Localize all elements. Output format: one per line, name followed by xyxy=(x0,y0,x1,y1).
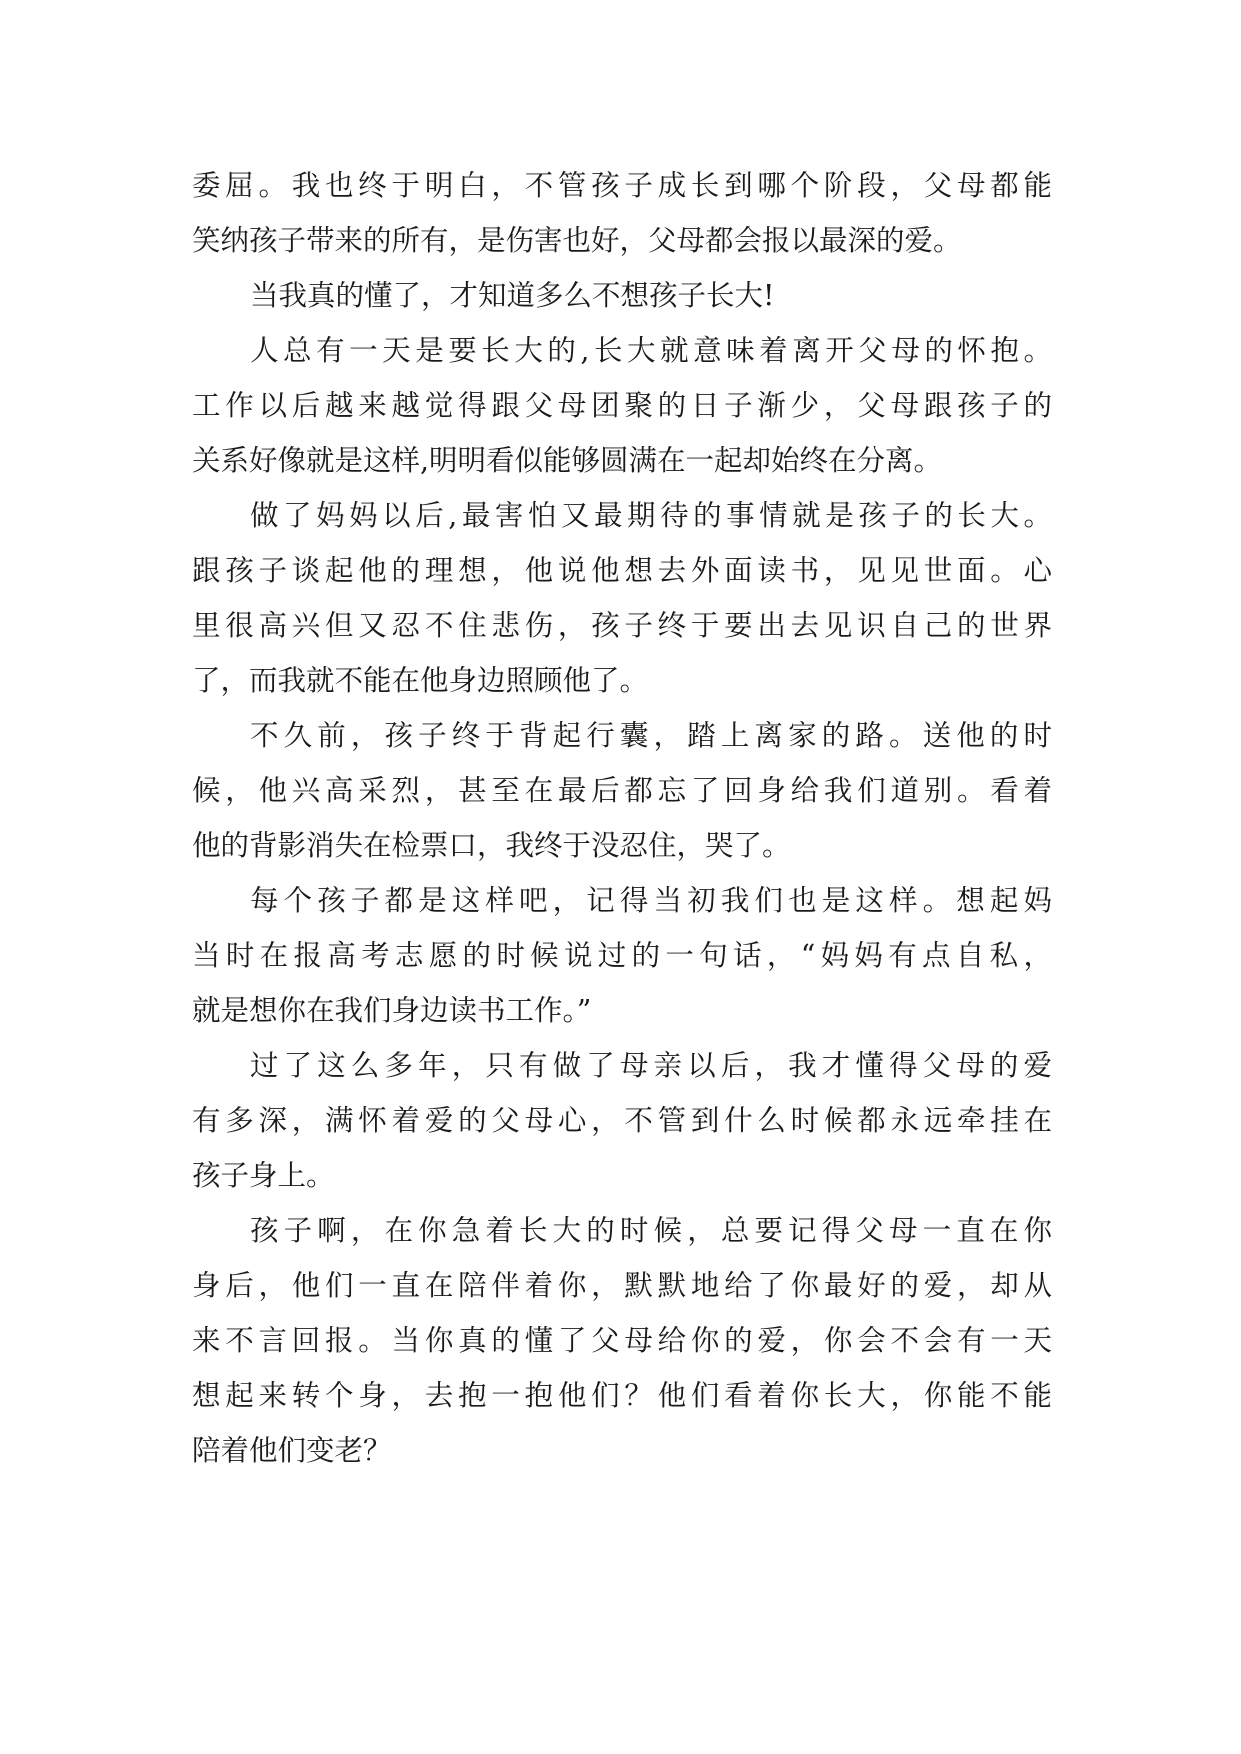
text-line: 想起来转个身，去抱一抱他们？他们看着你长大，你能不能 xyxy=(192,1379,1052,1412)
text-line: 来不言回报。当你真的懂了父母给你的爱，你会不会有一天 xyxy=(192,1324,1052,1357)
text-line: 委屈。我也终于明白，不管孩子成长到哪个阶段，父母都能 xyxy=(192,169,1052,202)
paragraph xyxy=(192,708,1052,873)
text-line: 过了这么多年，只有做了母亲以后，我才懂得父母的爱 xyxy=(250,1049,1052,1082)
paragraph xyxy=(192,873,1052,1038)
text-line: 陪着他们变老？ xyxy=(192,1434,392,1467)
text-line: 不久前，孩子终于背起行囊，踏上离家的路。送他的时 xyxy=(250,719,1052,752)
text-line: 每个孩子都是这样吧，记得当初我们也是这样。想起妈 xyxy=(250,884,1052,917)
text-line: 候，他兴高采烈，甚至在最后都忘了回身给我们道别。看着 xyxy=(192,774,1052,807)
text-line: 就是想你在我们身边读书工作。” xyxy=(192,994,592,1027)
text-line: 人总有一天是要长大的,长大就意味着离开父母的怀抱。 xyxy=(250,334,1052,367)
text-line: 当时在报高考志愿的时候说过的一句话，“妈妈有点自私， xyxy=(192,939,1052,972)
text-line: 当我真的懂了，才知道多么不想孩子长大! xyxy=(250,279,775,312)
paragraph xyxy=(192,1038,1052,1203)
text-line: 工作以后越来越觉得跟父母团聚的日子渐少，父母跟孩子的 xyxy=(192,389,1052,422)
body-text xyxy=(192,158,1052,1478)
paragraph xyxy=(192,323,1052,488)
text-line: 孩子身上。 xyxy=(192,1159,335,1192)
text-line: 里很高兴但又忍不住悲伤，孩子终于要出去见识自己的世界 xyxy=(192,609,1052,642)
paragraph xyxy=(192,158,1052,268)
text-line: 了，而我就不能在他身边照顾他了。 xyxy=(192,664,649,697)
text-line: 做了妈妈以后,最害怕又最期待的事情就是孩子的长大。 xyxy=(250,499,1052,532)
paragraph xyxy=(192,488,1052,708)
text-line: 有多深，满怀着爱的父母心，不管到什么时候都永远牵挂在 xyxy=(192,1104,1052,1137)
text-line: 孩子啊，在你急着长大的时候，总要记得父母一直在你 xyxy=(250,1214,1052,1247)
paragraph xyxy=(192,268,1052,323)
text-line: 笑纳孩子带来的所有，是伤害也好，父母都会报以最深的爱。 xyxy=(192,224,962,257)
text-line: 跟孩子谈起他的理想，他说他想去外面读书，见见世面。心 xyxy=(192,554,1052,587)
text-line: 身后，他们一直在陪伴着你，默默地给了你最好的爱，却从 xyxy=(192,1269,1052,1302)
text-line: 他的背影消失在检票口，我终于没忍住，哭了。 xyxy=(192,829,791,862)
paragraph xyxy=(192,1203,1052,1478)
text-line: 关系好像就是这样,明明看似能够圆满在一起却始终在分离。 xyxy=(192,444,943,477)
